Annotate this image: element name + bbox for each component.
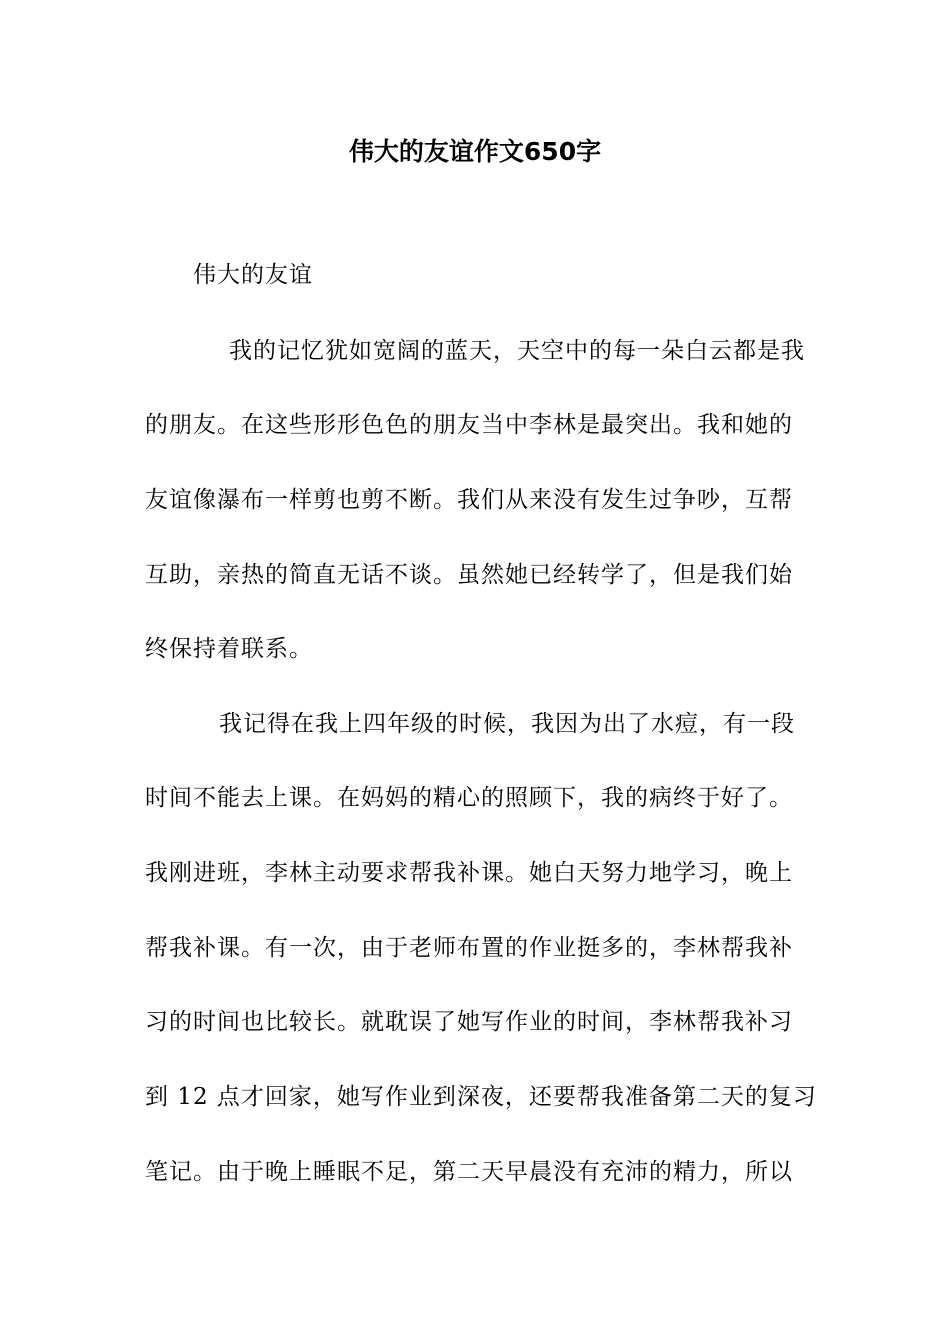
paragraph-line: 我记得在我上四年级的时候，我因为出了水痘，有一段 bbox=[219, 711, 795, 737]
paragraph-line: 笔记。由于晚上睡眠不足，第二天早晨没有充沛的精力，所以 bbox=[145, 1159, 793, 1185]
paragraph-line: 时间不能去上课。在妈妈的精心的照顾下，我的病终于好了。 bbox=[145, 785, 793, 811]
document-title: 伟大的友谊作文650字 bbox=[348, 137, 602, 166]
paragraph-line: 终保持着联系。 bbox=[145, 636, 313, 662]
paragraph-line: 到 12 点才回家，她写作业到深夜，还要帮我准备第二天的复习 bbox=[145, 1084, 817, 1110]
paragraph-line: 友谊像瀑布一样剪也剪不断。我们从来没有发生过争吵，互帮 bbox=[145, 487, 793, 513]
paragraph-line: 习的时间也比较长。就耽误了她写作业的时间，李林帮我补习 bbox=[145, 1009, 793, 1035]
paragraph-line: 的朋友。在这些形形色色的朋友当中李林是最突出。我和她的 bbox=[145, 412, 793, 438]
paragraph-line: 互助，亲热的简直无话不谈。虽然她已经转学了，但是我们始 bbox=[145, 562, 793, 588]
paragraph-line: 我刚进班，李林主动要求帮我补课。她白天努力地学习，晚上 bbox=[145, 860, 793, 886]
paragraph-line: 我的记忆犹如宽阔的蓝天，天空中的每一朵白云都是我 bbox=[229, 338, 805, 364]
paragraph-line: 帮我补课。有一次，由于老师布置的作业挺多的，李林帮我补 bbox=[145, 935, 793, 961]
essay-subtitle: 伟大的友谊 bbox=[193, 262, 313, 288]
